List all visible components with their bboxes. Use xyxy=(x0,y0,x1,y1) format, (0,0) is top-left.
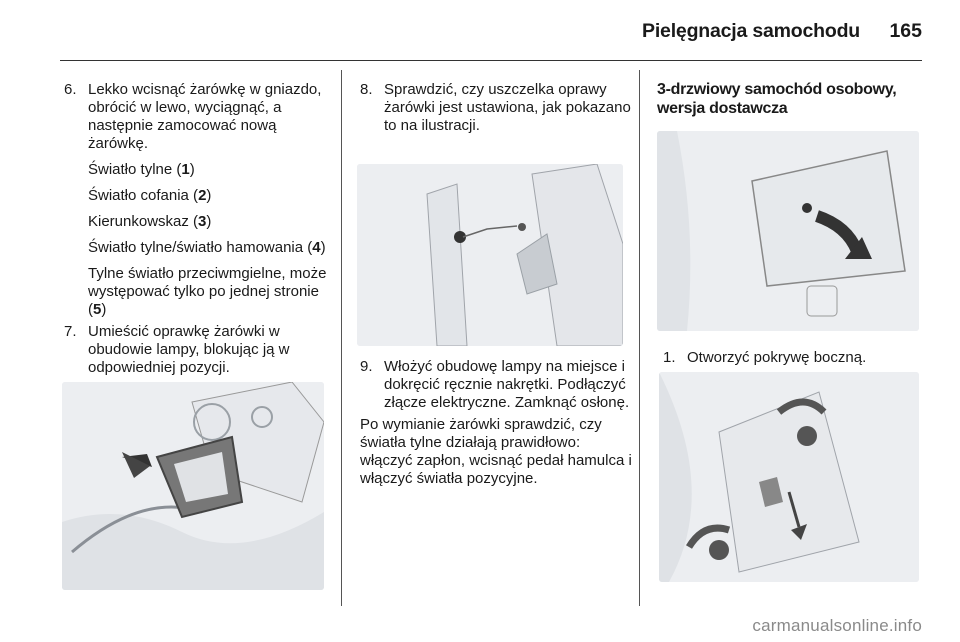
column-divider-1 xyxy=(341,70,342,606)
step-text: Włożyć obudowę lampy na miejsce i dokręcić ręcznie nakrętki. Podłączyć złącze elektryczne. Zamknąć osłonę. xyxy=(384,358,630,411)
bulb-item: Światło cofania (2) xyxy=(88,187,212,204)
illustration-lamp-nuts xyxy=(659,372,919,582)
column-2-lower xyxy=(360,358,632,488)
step-number: 8. xyxy=(360,81,373,98)
page-header-title: Pielęgnacja samochodu xyxy=(642,20,860,42)
column-divider-2 xyxy=(639,70,640,606)
step-7 xyxy=(64,323,334,377)
bulb-list xyxy=(64,161,334,319)
step-text: Umieścić oprawkę żarówki w obudowie lampy, blokując ją w odpowiedniej pozycji. xyxy=(88,323,290,376)
illustration-bulb-holder-seal xyxy=(62,382,324,590)
bulb-item: Światło tylne (1) xyxy=(88,161,195,178)
step-number: 1. xyxy=(663,349,676,366)
illustration-seal-position xyxy=(357,164,623,346)
header-rule xyxy=(60,60,922,61)
column-2 xyxy=(360,81,632,135)
watermark: carmanualsonline.info xyxy=(752,616,922,635)
column-1 xyxy=(64,81,334,377)
bulb-item: Tylne światło przeciwmgielne, może występować tylko po jednej stronie (5) xyxy=(88,265,327,318)
step-text: Sprawdzić, czy uszczelka oprawy żarówki jest ustawiona, jak pokazano to na ilustracji. xyxy=(384,81,631,134)
column-3-lower xyxy=(663,349,918,367)
step-1 xyxy=(663,349,918,367)
step-8 xyxy=(360,81,632,135)
bulb-item: Światło tylne/światło hamowania (4) xyxy=(88,239,326,256)
section-heading: 3-drzwiowy samochód osobowy, wersja dostawcza xyxy=(657,81,897,117)
column-3 xyxy=(657,80,922,118)
page-number: 165 xyxy=(889,20,922,42)
step-9 xyxy=(360,358,632,412)
step-text: Lekko wcisnąć żarówkę w gniazdo, obrócić w lewo, wyciągnąć, a następnie zamocować nową żarówkę. xyxy=(88,81,322,152)
step-number: 9. xyxy=(360,358,373,375)
step-text: Otworzyć pokrywę boczną. xyxy=(687,349,867,366)
closing-paragraph: Po wymianie żarówki sprawdzić, czy światła tylne działają prawidłowo: włączyć zapłon, wcisnąć pedał hamulca i włączyć światła pozycyjne. xyxy=(360,416,632,487)
bulb-item: Kierunkowskaz (3) xyxy=(88,213,212,230)
step-6 xyxy=(64,81,334,153)
step-number: 6. xyxy=(64,81,77,98)
illustration-side-cover xyxy=(657,131,919,331)
step-number: 7. xyxy=(64,323,77,340)
